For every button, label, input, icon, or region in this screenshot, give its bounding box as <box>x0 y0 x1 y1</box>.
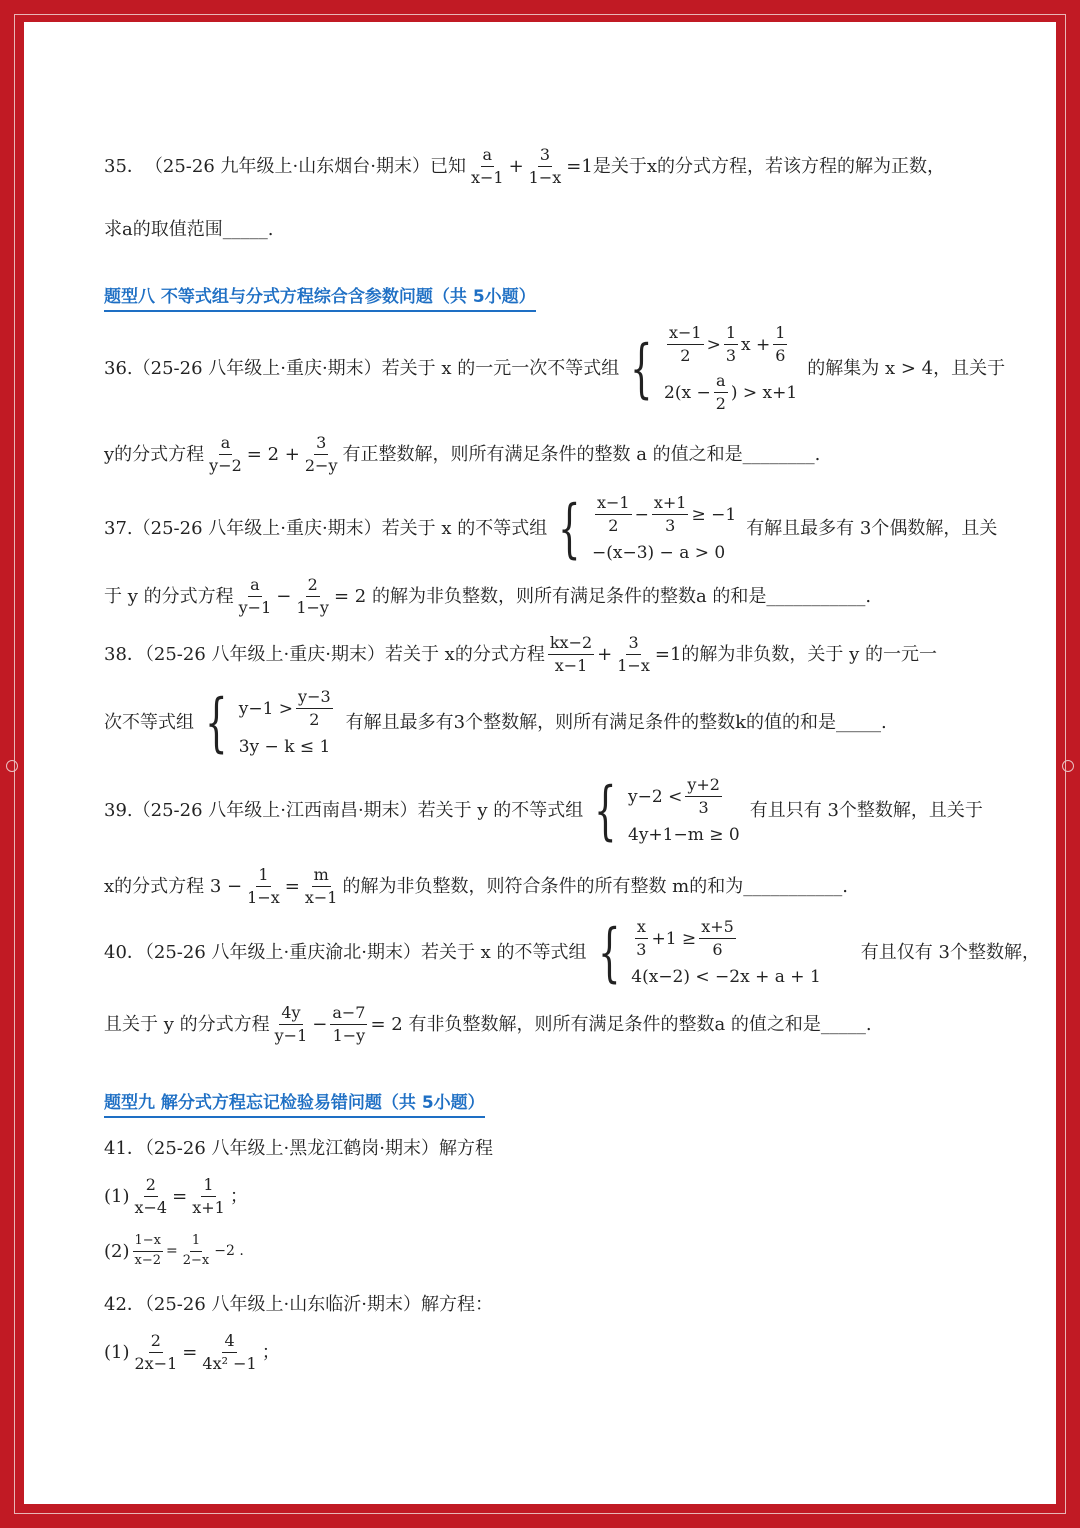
question-38-line2: 次不等式组 { y−1 > $\frac{y-3}{2}$ 3y − k ≤ 1 有解且最多有3个整数解，则所有满足条件的整数k的值的和是_____. <box>104 685 887 760</box>
question-39: 39.（25-26 八年级上·江西南昌·期末）若关于 y 的不等式组 { y−2 < $\frac{y+2}{3}$ 4y+1−m ≥ 0 有且只有 3个整数解，且关于 <box>104 773 983 848</box>
question-42: 42．（25-26 八年级上·山东临沂·期末）解方程： <box>104 1294 493 1315</box>
fraction: $\frac{3}{1-x}$ <box>528 145 562 188</box>
question-40: 40．（25-26 八年级上·重庆渝北·期末）若关于 x 的不等式组 { $\frac{x}{3}$ +1 ≥ $\frac{x+5}{6}$ 4(x−2) < −2x + a + 1 有且仅有 3个整数解， <box>104 915 1040 990</box>
question-37: 37.（25-26 八年级上·重庆·期末）若关于 x 的不等式组 { $\frac{x-1}{2}$ − $\frac{x+1}{3}$ ≥ −1 −(x−3) − a > 0 有解且最多有 3个偶数解，且关 <box>104 491 998 566</box>
inequality-system: $\frac{x-1}{2}$ > $\frac{1}{3}$ x + $\frac{1}{6}$ 2(x − $\frac{a}{2}$ ) > x+1 <box>664 323 798 414</box>
question-36-line2: y的分式方程 $\frac{a}{y-2}$ = 2 + $\frac{3}{2-y}$ 有正整数解，则所有满足条件的整数 a 的值之和是________. <box>104 433 821 476</box>
question-36: 36.（25-26 八年级上·重庆·期末）若关于 x 的一元一次不等式组 { $\frac{x-1}{2}$ > $\frac{1}{3}$ x + $\frac{1}{6}$ 2(x − $\frac{a}{2}$ ) > x+1 的解集为 x > 4，且关于 <box>104 323 1006 414</box>
side-ornament <box>6 760 18 772</box>
inequality-system: y−1 > $\frac{y-3}{2}$ 3y − k ≤ 1 <box>238 687 331 757</box>
question-39-line2: x的分式方程 3 − $\frac{1}{1-x}$ = $\frac{m}{x-1}$ 的解为非负整数，则符合条件的所有整数 m的和为___________. <box>104 865 848 908</box>
question-41: 41．（25-26 八年级上·黑龙江鹤岗·期末）解方程 <box>104 1138 493 1159</box>
inequality-system: $\frac{x-1}{2}$ − $\frac{x+1}{3}$ ≥ −1 −(x−3) − a > 0 <box>592 493 737 563</box>
question-40-line2: 且关于 y 的分式方程 $\frac{4y}{y-1}$ − $\frac{a-7}{1-y}$ = 2 有非负整数解，则所有满足条件的整数a 的值之和是_____. <box>104 1003 872 1046</box>
question-37-line2: 于 y 的分式方程 $\frac{a}{y-1}$ − $\frac{2}{1-y}$ = 2 的解为非负整数，则所有满足条件的整数a 的和是___________. <box>104 575 872 618</box>
side-ornament <box>1062 760 1074 772</box>
section-heading: 题型九 解分式方程忘记检验易错问题（共 5小题） <box>104 1092 485 1118</box>
question-41-part1: (1) $\frac{2}{x-4}$ = $\frac{1}{x+1}$ ； <box>104 1175 248 1218</box>
section-heading: 题型八 不等式组与分式方程综合含参数问题（共 5小题） <box>104 286 536 312</box>
inequality-system: $\frac{x}{3}$ +1 ≥ $\frac{x+5}{6}$ 4(x−2) < −2x + a + 1 <box>631 917 821 987</box>
question-35-line2: 求a的取值范围_____. <box>104 219 274 240</box>
question-35: 35． （25-26 九年级上·山东烟台·期末）已知 $\frac{a}{x-1}$ + $\frac{3}{1-x}$ =1是关于x的分式方程，若该方程的解为正数， <box>104 145 945 188</box>
question-42-part1: (1) $\frac{2}{2x-1}$ = $\frac{4}{\text{4x² −1}}$ ； <box>104 1331 280 1374</box>
question-41-part2: (2) $\frac{1-x}{x-2}$ = $\frac{1}{2-x}$ −2 . <box>104 1233 244 1268</box>
paper <box>24 22 1056 1504</box>
question-38: 38．（25-26 八年级上·重庆·期末）若关于 x的分式方程 $\frac{kx-2}{x-1}$ + $\frac{3}{1-x}$ =1的解为非负数，关于 y 的一元一 <box>104 633 938 676</box>
inequality-system: y−2 < $\frac{y+2}{3}$ 4y+1−m ≥ 0 <box>628 775 740 845</box>
fraction: $\frac{a}{x-1}$ <box>470 145 504 188</box>
